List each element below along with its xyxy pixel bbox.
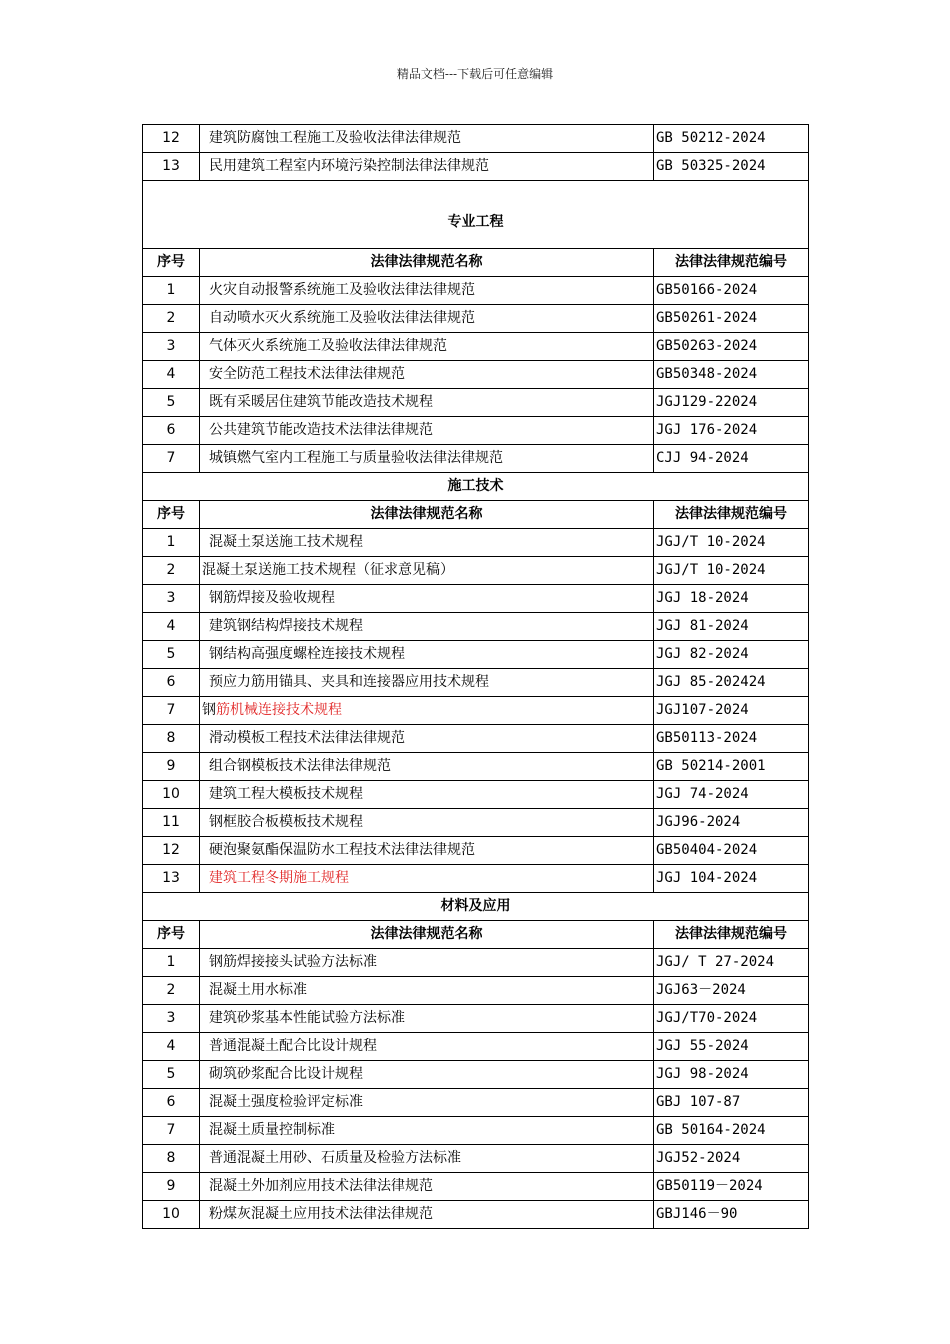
- row-number: 10: [143, 1201, 200, 1229]
- row-number: 1: [143, 277, 200, 305]
- standard-name: 混凝土质量控制标准: [200, 1117, 654, 1145]
- standard-name: 气体灭火系统施工及验收法律法律规范: [200, 333, 654, 361]
- row-number: 9: [143, 753, 200, 781]
- standard-name: 建筑工程大模板技术规程: [200, 781, 654, 809]
- table-row: [143, 669, 809, 697]
- standard-code: GB50348-2024: [654, 361, 809, 389]
- standard-name: 公共建筑节能改造技术法律法律规范: [200, 417, 654, 445]
- standard-code: JGJ63－2024: [654, 977, 809, 1005]
- standard-name: 混凝土用水标准: [200, 977, 654, 1005]
- standards-table: [142, 124, 809, 1229]
- table-row: [143, 1061, 809, 1089]
- table-row: [143, 977, 809, 1005]
- header-code: 法律法律规范编号: [654, 249, 809, 277]
- standard-code: JGJ/T 10-2024: [654, 557, 809, 585]
- standard-code: GB50113-2024: [654, 725, 809, 753]
- standard-name: 自动喷水灭火系统施工及验收法律法律规范: [200, 305, 654, 333]
- row-number: 6: [143, 417, 200, 445]
- standard-name: 既有采暖居住建筑节能改造技术规程: [200, 389, 654, 417]
- standard-code: JGJ129-22024: [654, 389, 809, 417]
- standard-code: JGJ 18-2024: [654, 585, 809, 613]
- standard-name: 混凝土强度检验评定标准: [200, 1089, 654, 1117]
- table-row: [143, 1173, 809, 1201]
- standard-name: 建筑钢结构焊接技术规程: [200, 613, 654, 641]
- standard-code: CJJ 94-2024: [654, 445, 809, 473]
- table-row: [143, 277, 809, 305]
- standard-name: 滑动模板工程技术法律法律规范: [200, 725, 654, 753]
- header-no: 序号: [143, 249, 200, 277]
- standard-name-highlight: 筋机械连接技术规程: [216, 702, 342, 718]
- table-row: [143, 781, 809, 809]
- section-title-row: [143, 181, 809, 249]
- standard-code: JGJ 55-2024: [654, 1033, 809, 1061]
- row-number: 13: [143, 153, 200, 181]
- standard-name: 粉煤灰混凝土应用技术法律法律规范: [200, 1201, 654, 1229]
- table-row: [143, 1033, 809, 1061]
- standard-name: 普通混凝土配合比设计规程: [200, 1033, 654, 1061]
- page-header: 精品文档---下载后可任意编辑: [396, 67, 554, 81]
- standard-code: JGJ 85-202424: [654, 669, 809, 697]
- table-row: [143, 557, 809, 585]
- table-row: [143, 1089, 809, 1117]
- standard-name: 混凝土外加剂应用技术法律法律规范: [200, 1173, 654, 1201]
- standard-name: 硬泡聚氨酯保温防水工程技术法律法律规范: [200, 837, 654, 865]
- table-row: [143, 725, 809, 753]
- row-number: 4: [143, 361, 200, 389]
- standard-code: GB 50212-2024: [654, 125, 809, 153]
- standard-code: GB 50214-2001: [654, 753, 809, 781]
- standard-name: 预应力筋用锚具、夹具和连接器应用技术规程: [200, 669, 654, 697]
- standard-code: GB 50325-2024: [654, 153, 809, 181]
- standard-name: 建筑砂浆基本性能试验方法标准: [200, 1005, 654, 1033]
- standard-name: 钢筋焊接及验收规程: [200, 585, 654, 613]
- standard-name: 混凝土泵送施工技术规程（征求意见稿）: [200, 557, 654, 585]
- standard-name-highlight: 建筑工程冬期施工规程: [200, 865, 654, 893]
- table-row: [143, 865, 809, 893]
- standard-code: JGJ/T70-2024: [654, 1005, 809, 1033]
- section-title: 材料及应用: [143, 893, 809, 921]
- row-number: 10: [143, 781, 200, 809]
- row-number: 3: [143, 1005, 200, 1033]
- standard-code: JGJ/T 10-2024: [654, 529, 809, 557]
- header-code: 法律法律规范编号: [654, 501, 809, 529]
- row-number: 5: [143, 389, 200, 417]
- row-number: 1: [143, 949, 200, 977]
- table-row: [143, 1201, 809, 1229]
- standard-code: JGJ 74-2024: [654, 781, 809, 809]
- table-row: [143, 585, 809, 613]
- standard-name-prefix: 钢: [202, 702, 216, 718]
- row-number: 11: [143, 809, 200, 837]
- table-row: [143, 125, 809, 153]
- table-row: [143, 753, 809, 781]
- row-number: 8: [143, 1145, 200, 1173]
- standard-name: 民用建筑工程室内环境污染控制法律法律规范: [200, 153, 654, 181]
- standard-code: JGJ107-2024: [654, 697, 809, 725]
- table-row: [143, 417, 809, 445]
- standard-name: 砌筑砂浆配合比设计规程: [200, 1061, 654, 1089]
- table-row: [143, 949, 809, 977]
- column-header-row: [143, 921, 809, 949]
- table-row: [143, 153, 809, 181]
- row-number: 4: [143, 613, 200, 641]
- table-row: [143, 305, 809, 333]
- standard-code: JGJ 176-2024: [654, 417, 809, 445]
- standard-code: JGJ 104-2024: [654, 865, 809, 893]
- standard-code: GB 50164-2024: [654, 1117, 809, 1145]
- header-no: 序号: [143, 921, 200, 949]
- table-row: [143, 613, 809, 641]
- section-title: 专业工程: [143, 181, 809, 249]
- standard-code: GB50166-2024: [654, 277, 809, 305]
- row-number: 3: [143, 333, 200, 361]
- row-number: 13: [143, 865, 200, 893]
- row-number: 4: [143, 1033, 200, 1061]
- standard-name: 城镇燃气室内工程施工与质量验收法律法律规范: [200, 445, 654, 473]
- row-number: 2: [143, 977, 200, 1005]
- table-row: [143, 1117, 809, 1145]
- row-number: 2: [143, 305, 200, 333]
- row-number: 6: [143, 669, 200, 697]
- section-title-row: [143, 893, 809, 921]
- standard-code: JGJ96-2024: [654, 809, 809, 837]
- standard-code: GBJ 107-87: [654, 1089, 809, 1117]
- standard-name: 安全防范工程技术法律法律规范: [200, 361, 654, 389]
- standard-code: JGJ 81-2024: [654, 613, 809, 641]
- section-title: 施工技术: [143, 473, 809, 501]
- column-header-row: [143, 501, 809, 529]
- table-row: [143, 389, 809, 417]
- standard-code: GBJ146－90: [654, 1201, 809, 1229]
- table-row: [143, 445, 809, 473]
- table-row: [143, 361, 809, 389]
- header-name: 法律法律规范名称: [200, 249, 654, 277]
- header-name: 法律法律规范名称: [200, 921, 654, 949]
- table-row: [143, 529, 809, 557]
- table-body: [143, 125, 809, 1229]
- standard-name: [200, 697, 654, 725]
- standard-name: 火灾自动报警系统施工及验收法律法律规范: [200, 277, 654, 305]
- table-row: [143, 641, 809, 669]
- standard-name: 钢框胶合板模板技术规程: [200, 809, 654, 837]
- standard-code: JGJ 98-2024: [654, 1061, 809, 1089]
- row-number: 7: [143, 697, 200, 725]
- standard-code: GB50404-2024: [654, 837, 809, 865]
- table-row: [143, 809, 809, 837]
- row-number: 9: [143, 1173, 200, 1201]
- row-number: 1: [143, 529, 200, 557]
- row-number: 7: [143, 445, 200, 473]
- section-title-row: [143, 473, 809, 501]
- header-code: 法律法律规范编号: [654, 921, 809, 949]
- standard-name: 钢结构高强度螺栓连接技术规程: [200, 641, 654, 669]
- standard-code: JGJ52-2024: [654, 1145, 809, 1173]
- standard-name: 建筑防腐蚀工程施工及验收法律法律规范: [200, 125, 654, 153]
- standard-name: 钢筋焊接接头试验方法标准: [200, 949, 654, 977]
- standard-name: 组合钢模板技术法律法律规范: [200, 753, 654, 781]
- table-row: [143, 837, 809, 865]
- standard-name: 普通混凝土用砂、石质量及检验方法标准: [200, 1145, 654, 1173]
- standard-code: GB50263-2024: [654, 333, 809, 361]
- row-number: 5: [143, 1061, 200, 1089]
- table-row: [143, 333, 809, 361]
- row-number: 2: [143, 557, 200, 585]
- table-row: [143, 1005, 809, 1033]
- row-number: 12: [143, 125, 200, 153]
- column-header-row: [143, 249, 809, 277]
- row-number: 8: [143, 725, 200, 753]
- row-number: 12: [143, 837, 200, 865]
- row-number: 3: [143, 585, 200, 613]
- standard-name: 混凝土泵送施工技术规程: [200, 529, 654, 557]
- row-number: 6: [143, 1089, 200, 1117]
- row-number: 7: [143, 1117, 200, 1145]
- standard-code: JGJ 82-2024: [654, 641, 809, 669]
- standard-code: JGJ/ T 27-2024: [654, 949, 809, 977]
- header-no: 序号: [143, 501, 200, 529]
- header-name: 法律法律规范名称: [200, 501, 654, 529]
- standard-code: GB50119－2024: [654, 1173, 809, 1201]
- standard-code: GB50261-2024: [654, 305, 809, 333]
- row-number: 5: [143, 641, 200, 669]
- table-row: [143, 1145, 809, 1173]
- table-row: [143, 697, 809, 725]
